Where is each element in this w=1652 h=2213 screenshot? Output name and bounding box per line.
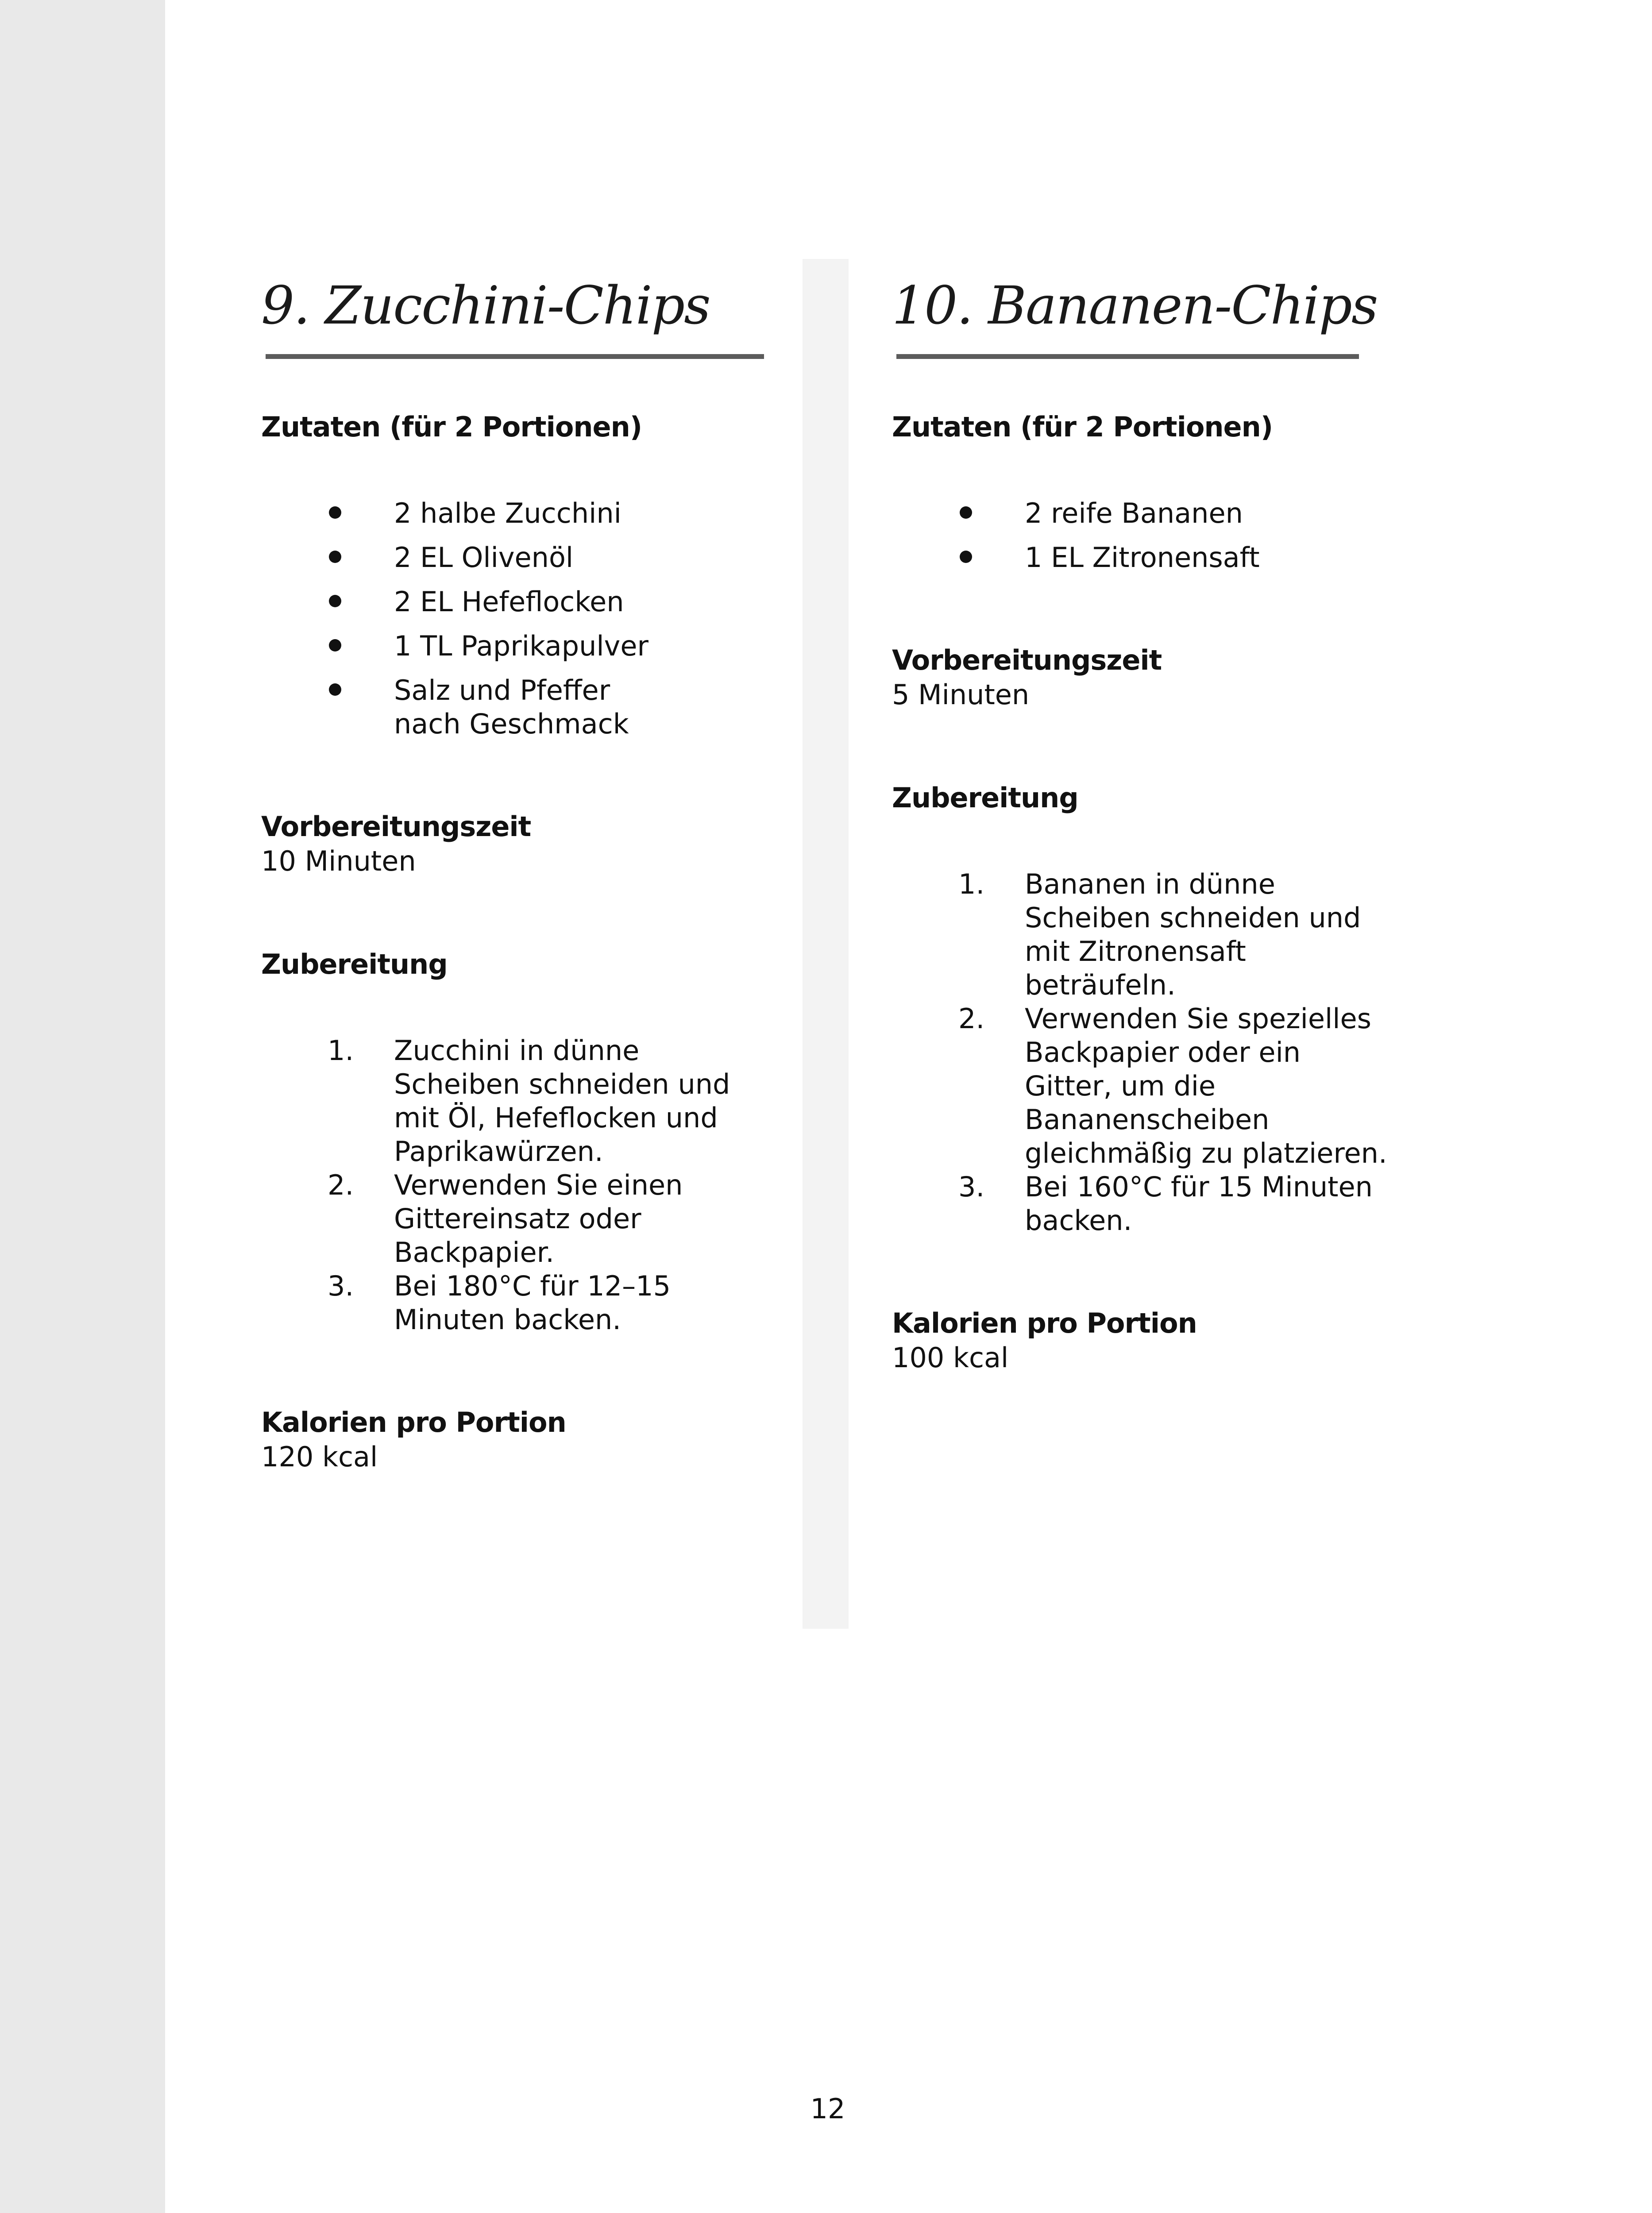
- ingredient-item: [892, 497, 1388, 530]
- ingredient-list: [261, 497, 779, 741]
- step-text: Bei 160°C für 15 Minuten backen.: [1025, 1171, 1373, 1237]
- ingredients-heading: Zutaten (für 2 Portionen): [261, 411, 642, 443]
- step-item: [261, 1168, 761, 1269]
- step-item: [892, 1170, 1392, 1238]
- step-number: 1.: [958, 868, 985, 900]
- step-text: Bananen in dünne Scheiben schneiden und mit Zitronensaft beträufeln.: [1025, 868, 1361, 1001]
- bullet-icon: [960, 506, 972, 519]
- step-text: Verwenden Sie einen Gittereinsatz oder Backpapier.: [394, 1169, 683, 1268]
- step-item: [892, 1002, 1392, 1170]
- column-divider: [803, 259, 849, 1629]
- step-number: 3.: [328, 1270, 354, 1302]
- ingredient-text: 2 EL Hefeflocken: [394, 586, 624, 618]
- bullet-icon: [329, 551, 341, 563]
- ingredient-item: [261, 629, 677, 663]
- ingredient-text: 1 EL Zitronensaft: [1025, 541, 1260, 574]
- calories-value: 120 kcal: [261, 1441, 378, 1473]
- title-underline: [266, 354, 764, 359]
- step-text: Zucchini in dünne Scheiben schneiden und mit Öl, Hefeflocken und Paprikawürzen.: [394, 1034, 730, 1168]
- ingredient-item: [261, 674, 677, 741]
- bullet-icon: [960, 551, 972, 563]
- recipe-title: 10. Bananen-Chips: [892, 275, 1378, 336]
- prep-time-value: 5 Minuten: [892, 679, 1030, 711]
- recipe-zucchini-chips: [261, 261, 779, 1474]
- title-underline: [896, 354, 1359, 359]
- step-number: 1.: [328, 1034, 354, 1067]
- ingredient-item: [261, 497, 677, 530]
- step-item: [261, 1269, 761, 1337]
- ingredient-text: 2 EL Olivenöl: [394, 541, 574, 574]
- prep-time-value: 10 Minuten: [261, 845, 416, 877]
- calories-value: 100 kcal: [892, 1342, 1009, 1374]
- method-block: [892, 781, 1388, 1238]
- prep-time-heading: Vorbereitungszeit: [892, 644, 1162, 676]
- step-text: Verwenden Sie spezielles Backpapier oder ein Gitter, um die Bananenscheiben gleichmäßig zu platzieren.: [1025, 1002, 1387, 1169]
- ingredient-item: [892, 541, 1388, 574]
- bullet-icon: [329, 639, 341, 652]
- method-block: [261, 947, 779, 1337]
- calories-block: [261, 1405, 779, 1474]
- ingredient-text: 1 TL Paprikapulver: [394, 630, 648, 662]
- ingredient-text: 2 halbe Zucchini: [394, 497, 621, 529]
- calories-heading: Kalorien pro Portion: [892, 1307, 1197, 1339]
- ingredient-item: [261, 541, 677, 574]
- bullet-icon: [329, 506, 341, 519]
- step-number: 3.: [958, 1171, 985, 1203]
- prep-time-block: [261, 810, 779, 879]
- recipe-bananen-chips: [892, 261, 1388, 1375]
- prep-time-heading: Vorbereitungszeit: [261, 810, 531, 843]
- page-left-margin: [0, 0, 165, 2213]
- step-list: [892, 867, 1388, 1238]
- bullet-icon: [329, 595, 341, 607]
- ingredient-text: Salz und Pfeffer nach Geschmack: [394, 674, 629, 740]
- calories-block: [892, 1306, 1388, 1375]
- step-number: 2.: [958, 1002, 985, 1035]
- ingredient-item: [261, 585, 677, 619]
- ingredient-text: 2 reife Bananen: [1025, 497, 1243, 529]
- ingredient-list: [892, 497, 1388, 574]
- bullet-icon: [329, 683, 341, 696]
- prep-time-block: [892, 643, 1388, 712]
- page-number: 12: [810, 2093, 845, 2125]
- step-item: [892, 867, 1392, 1002]
- step-text: Bei 180°C für 12–15 Minuten backen.: [394, 1270, 671, 1336]
- ingredients-heading: Zutaten (für 2 Portionen): [892, 411, 1273, 443]
- method-heading: Zubereitung: [261, 948, 448, 980]
- step-item: [261, 1034, 761, 1168]
- calories-heading: Kalorien pro Portion: [261, 1406, 566, 1438]
- step-list: [261, 1034, 779, 1337]
- recipe-title: 9. Zucchini-Chips: [261, 275, 710, 336]
- method-heading: Zubereitung: [892, 782, 1078, 814]
- step-number: 2.: [328, 1169, 354, 1201]
